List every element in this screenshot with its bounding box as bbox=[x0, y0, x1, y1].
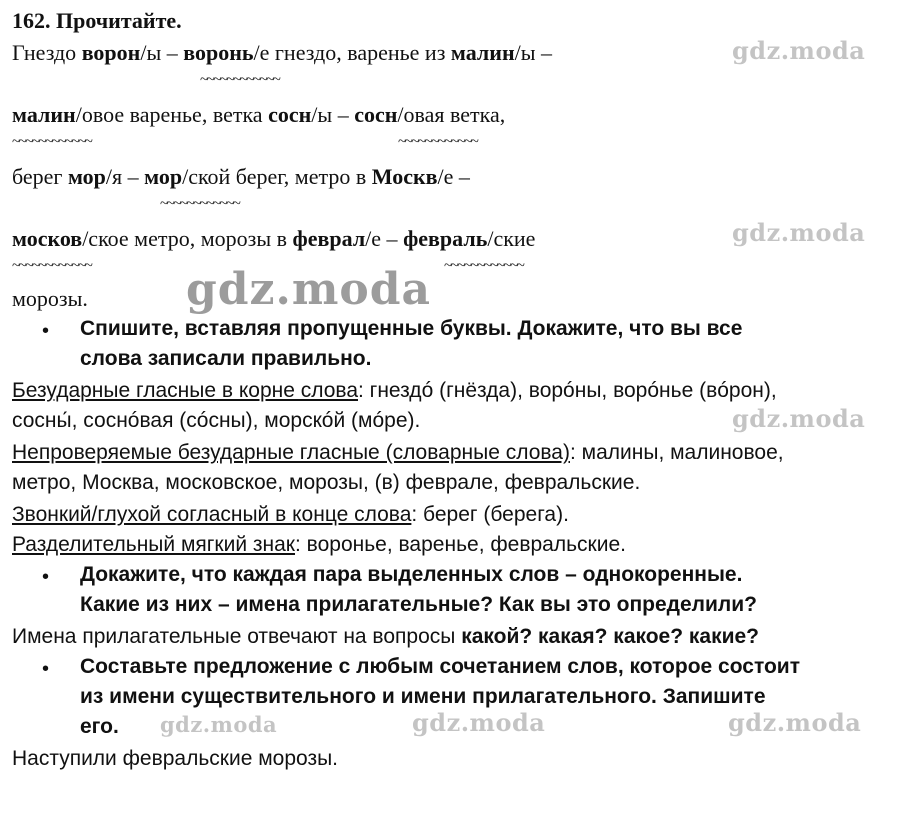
highlighted-root: мор bbox=[144, 164, 183, 189]
text-fragment: /е – bbox=[437, 164, 470, 189]
text-fragment: /овое варенье, ветка bbox=[75, 102, 269, 127]
text-fragment: /ское метро, морозы в bbox=[82, 226, 293, 251]
text-fragment: /ы – bbox=[140, 40, 184, 65]
text-fragment: Гнездо bbox=[12, 40, 82, 65]
text-fragment: /овая ветка, bbox=[397, 102, 506, 127]
watermark: gdz.moda bbox=[732, 404, 866, 433]
bullet: • bbox=[42, 566, 50, 588]
watermark: gdz.moda bbox=[160, 712, 278, 737]
rule-label: Безударные гласные в корне слова bbox=[12, 379, 358, 402]
watermark: gdz.moda bbox=[732, 36, 866, 65]
highlighted-root: москов bbox=[12, 226, 83, 251]
task-3-line-3: его. bbox=[80, 715, 119, 738]
wavy-underline: ~~~~~~~~~~~~ bbox=[444, 258, 524, 274]
highlighted-root: ворон bbox=[81, 40, 141, 65]
exercise-title: 162. Прочитайте. bbox=[12, 8, 182, 33]
highlighted-root: Москв bbox=[371, 164, 438, 189]
rule-label: Звонкий/глухой согласный в конце слова bbox=[12, 503, 412, 526]
bullet: • bbox=[42, 658, 50, 680]
watermark: gdz.moda bbox=[728, 708, 862, 737]
answer-row-1b: сосны́, соснóвая (сóсны), морскóй (мóре). bbox=[12, 409, 421, 432]
answer-2 bbox=[12, 624, 759, 650]
answer-3: Наступили февральские морозы. bbox=[12, 747, 339, 770]
answer-row-2b: метро, Москва, московское, морозы, (в) феврале, февральские. bbox=[12, 471, 641, 494]
task-3-line-2: из имени существительного и имени прилагательного. Запишите bbox=[80, 685, 766, 708]
answer-row-4 bbox=[12, 532, 626, 558]
text-fragment: /ы – bbox=[514, 40, 553, 65]
wavy-underline: ~~~~~~~~~~~~ bbox=[398, 134, 478, 150]
rule-text: : берег (берега). bbox=[411, 503, 569, 526]
rule-text: : воронье, варенье, февральские. bbox=[295, 533, 626, 556]
highlighted-root: сосн bbox=[268, 102, 312, 127]
exercise-line-1 bbox=[12, 40, 552, 66]
rule-label: Разделительный мягкий знак bbox=[12, 533, 295, 556]
task-2-line-2: Какие из них – имена прилагательные? Как вы это определили? bbox=[80, 593, 757, 616]
text-fragment: /е гнездо, варенье из bbox=[253, 40, 451, 65]
rule-label: Непроверяемые безударные гласные (словарные слова) bbox=[12, 441, 570, 464]
bullet: • bbox=[42, 320, 50, 342]
highlighted-root: сосн bbox=[354, 102, 398, 127]
task-2-line-1: Докажите, что каждая пара выделенных слов – однокоренные. bbox=[80, 563, 743, 586]
text-fragment: /ской берег, метро в bbox=[182, 164, 372, 189]
exercise-line-2 bbox=[12, 102, 505, 128]
text-fragment: /ы – bbox=[311, 102, 355, 127]
watermark: gdz.moda bbox=[732, 218, 866, 247]
text-fragment: /е – bbox=[365, 226, 404, 251]
wavy-underline: ~~~~~~~~~~~~ bbox=[12, 258, 92, 274]
wavy-underline: ~~~~~~~~~~~~ bbox=[200, 72, 280, 88]
rule-text: : гнездó (гнёзда), ворóны, ворóнье (вóрон), bbox=[358, 379, 777, 402]
text-fragment: /ские bbox=[487, 226, 536, 251]
highlighted-root: малин bbox=[450, 40, 515, 65]
highlighted-root: воронь bbox=[183, 40, 254, 65]
answer-text: Имена прилагательные отвечают на вопросы bbox=[12, 625, 462, 648]
highlighted-root: мор bbox=[67, 164, 106, 189]
rule-text: : малины, малиновое, bbox=[569, 441, 784, 464]
text-fragment: берег bbox=[12, 164, 68, 189]
text-fragment: /я – bbox=[105, 164, 145, 189]
task-3-line-1: Составьте предложение с любым сочетанием слов, которое состоит bbox=[80, 655, 800, 678]
highlighted-root: малин bbox=[12, 102, 76, 127]
highlighted-root: феврал bbox=[292, 226, 366, 251]
wavy-underline: ~~~~~~~~~~~~ bbox=[12, 134, 92, 150]
task-1-line-2: слова записали правильно. bbox=[80, 347, 372, 370]
answer-row-2 bbox=[12, 440, 784, 466]
watermark: gdz.moda bbox=[186, 264, 432, 315]
highlighted-root: февраль bbox=[403, 226, 488, 251]
exercise-line-3 bbox=[12, 164, 470, 190]
exercise-line-5: морозы. bbox=[12, 286, 88, 311]
task-1-line-1: Спишите, вставляя пропущенные буквы. Докажите, что вы все bbox=[80, 317, 743, 340]
watermark: gdz.moda bbox=[412, 708, 546, 737]
answer-row-3 bbox=[12, 502, 569, 528]
exercise-line-4 bbox=[12, 226, 535, 252]
answer-questions: какой? какая? какое? какие? bbox=[461, 625, 760, 648]
wavy-underline: ~~~~~~~~~~~~ bbox=[160, 196, 240, 212]
answer-row-1 bbox=[12, 378, 777, 404]
